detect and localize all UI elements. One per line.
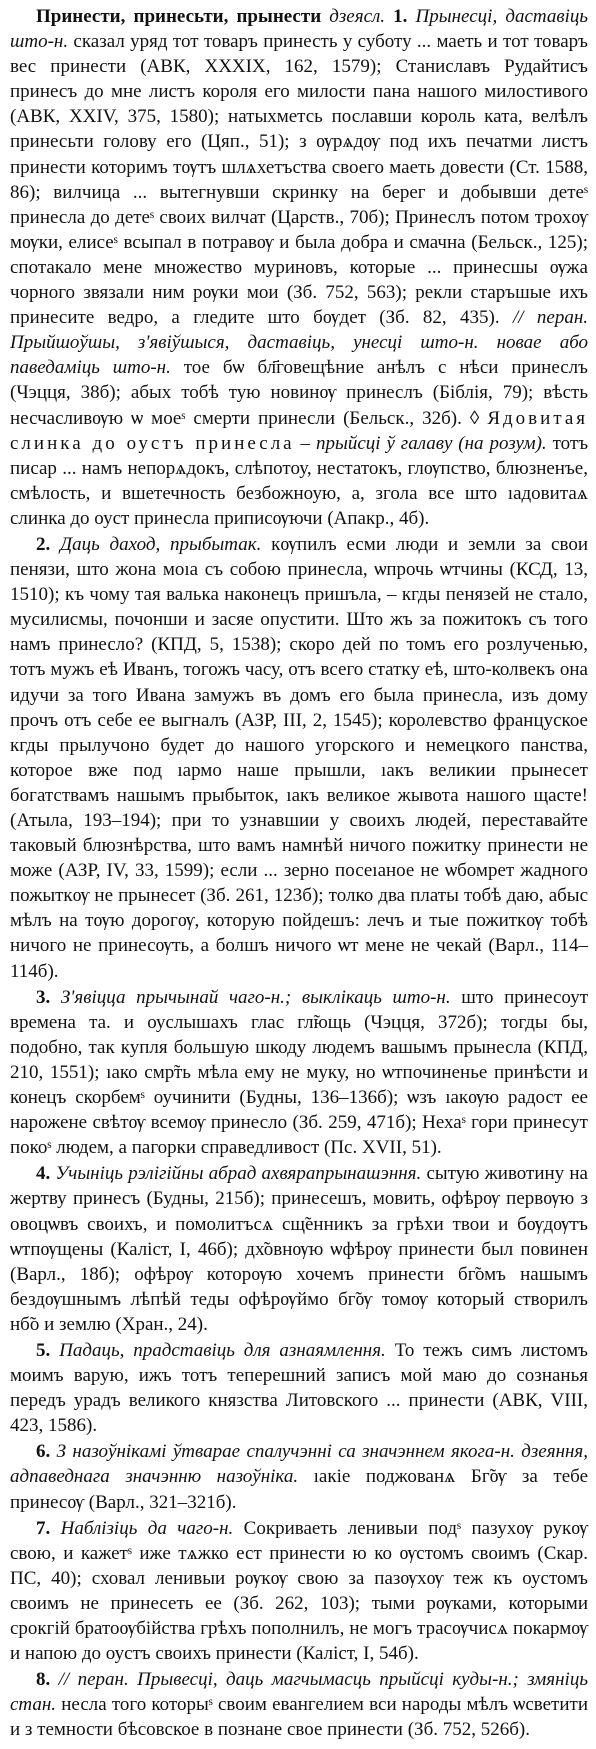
sense-2 — [10, 532, 588, 984]
sense-6 — [10, 1439, 588, 1514]
sense-number: 3. — [36, 986, 51, 1008]
sense-1 — [10, 4, 588, 531]
sense-4 — [10, 1161, 588, 1337]
sense-number: 2. — [36, 533, 51, 555]
sense-definition: Учыніць рэлігійны абрад ахвярапрынашэння. — [55, 1163, 422, 1185]
sense-definition: Наблізіць да чаго-н. — [60, 1517, 234, 1539]
idiom-citations: тотъ писар ... намъ непорѧдокъ, слѣпотоу, нестатокъ, глѹпство, блюзненъе, смѣлость, и вшетечность безбожноую, а, згола все што ıадовитаѧ слинка до оуст принесла приписѹючи (Апакр., 4б). — [10, 432, 589, 529]
sense-5 — [10, 1338, 588, 1438]
idiom-gloss: – прыйсці ў галаву (на розум). — [300, 432, 547, 454]
sense-citations: што принесоут времена та. и оуслышахъ глас гл̃ющь (Чэцця, 372б); тогды бы, подобно, так купля большую шкоду людемъ вашымъ прынесла (КПД, 210, 1551); ıако смр̃ть мѣла ему не муку, но ѡтпочиненье принѣсти и конецъ скорбемˢ оучинити (Будны, 136–136б); ѡзъ ıакѹю радост ее нарожене свѣтѹ всемѹ принесло (Зб. 259, 471б); Нехаˢ гори принесут покоˢ людем, а пагорки справедливост (Пс. XVII, 51). — [10, 986, 589, 1159]
sense-number: 6. — [36, 1441, 51, 1463]
sense-number: 4. — [36, 1163, 51, 1185]
idiom-phrase: Ядовитая слинка до оустъ принесла — [10, 407, 588, 454]
sense-citations: сытую животину на жертву принесъ (Будны, 215б); принесешъ, мовить, офѣрѹ первѹю з овоцѡвъ своихъ, и помолитъсѧ сщ̃енникъ за грѣхи твои и бѹдѹтъ ѡтпѹщены (Каліст, I, 46б); дх̃овнѹю ѡфѣрѹ принести был повинен (Варл., 18б); офѣрѹ которѹю хочемъ принести бг̃омъ нашымъ бездѹшнымъ лѣпѣй теды офѣрѹймо бг̃ѹ томѹ который створилъ нб̃о и землю (Хран., 24). — [10, 1163, 588, 1335]
sense-definition: З назоўнікамі ўтварае спалучэнні са значэннем якога-н. дзеяння, адпаведнага значэнню назоўніка. — [10, 1441, 589, 1488]
subsense-marker: // — [512, 307, 524, 329]
part-of-speech: дзеясл. — [329, 6, 386, 27]
subsense-definition: перан. Прыйшоўшы, з'явіўшыся, даставіць, унесці што-н. новае або паведаміць што-н. — [10, 307, 589, 379]
sense-number: 7. — [36, 1517, 51, 1539]
sense-citations: То тежъ симъ листомъ моимъ варую, ижъ тотъ теперешний записъ мой маю до сознанья передъ урадъ великого князства Литовского ... принести (АВК, VIII, 423, 1586). — [10, 1339, 588, 1437]
sense-definition: З'явіцца прычынай чаго-н.; выклікаць што-н. — [60, 986, 451, 1008]
sense-7 — [10, 1516, 588, 1667]
sense-3 — [10, 985, 588, 1161]
idiom-marker: ◊ — [469, 407, 480, 429]
sense-definition: Падаць, прадставіць для азнаямлення. — [59, 1339, 386, 1361]
subsense-citations: тое бѡ бл҃говещѣние анѣлъ с нѣси принеслъ (Чэцця, 38б); абых тобѣ тую новинѹ принеслъ (Біблія, 79); вѣсть несчасливѹю ѡ моеˢ смерти принесли (Бельск., 32б). — [10, 357, 588, 429]
sense-number: 5. — [36, 1339, 51, 1361]
subsense-definition: перан. Прывесці, даць магчымасць прыйсці куды-н.; змяніць стан. — [10, 1669, 588, 1716]
subsense-marker: // — [58, 1669, 70, 1691]
sense-number: 8. — [36, 1669, 51, 1691]
subsense-citations: несла того которыˢ своим евангелием вси народы мѣлъ ѡсветити и з темности бѣсовское в познане свое принести (Зб. 752, 526б). — [10, 1694, 588, 1741]
sense-definition: Прынесці, даставіць што-н. — [10, 6, 588, 53]
sense-citations: кѹпилъ есми люди и земли за свои пенязи, што жона моıа съ собою принесла, ѡпрочь ѡтчины (КСД, 13, 1510); къ чому тая валька наконецъ пришъла, – кгды пенязей не стало, мусилисмы, почонши и засяе опустити. Што жъ за пожитокъ съ того намъ принесло? (КПД, 5, 1538); скоро дей по томъ его розлученью, тотъ мужъ еѣ Иванъ, тогожъ часу, отъ всего статку еѣ, што-колвекъ она идучи за того Ивана замужъ въ домъ его была принесла, изъ дому прочъ отъ себе ее выгналъ (АЗР, III, 2, 1545); королевство француское кгды прылучоно будет до нашого угорского и немецкого панства, которое вже под ıармо наше прышли, ıакъ великии прынесет богатствамъ нашымъ прыбыток, ıакъ великое жывота нашого щасте! (Атыла, 193–194); при то узнавшии у своихъ людей, переставайте таковый блюзнѣрства, што вамъ намнѣй ничого пожитку принести не може (АЗР, IV, 33, 1599); если ... зерно посеıаное не ѡбомрет жадного пожыткѹ не прынесет (Зб. 261, 123б); толко два платы тобѣ даю, абыс мѣлъ на тѹю дорогѹ, которую пойдешъ: лечъ и тые пожиткѹ тобѣ ничого не принесѹть, а болшъ ничого ѡт мене не чекай (Варл., 114–114б). — [10, 533, 589, 982]
sense-definition: Даць даход, прыбытак. — [60, 533, 262, 555]
sense-number: 1. — [393, 6, 408, 27]
sense-citations: Сокриваеть ленивыи подˢ пазухѹ рукѹ свою, и кажетˢ иже тѧжко ест принести ю ко ѹстомъ своимъ (Скар. ПС, 40); сховал ленивыи рѹкѹ свою за пазѹхѹ теж къ оустомъ своимъ не принесеть ее (Зб. 262, 103); тыми рѹками, которыми срокгій братоѹбійства грѣхъ пополнилъ, не могъ трасѹчисѧ покармѹ и напою до оустъ своихъ принести (Каліст, I, 54б). — [10, 1517, 589, 1665]
sense-citations: ıакіе поджованѧ Бг̃ѹ за тебе принесѹ (Варл., 321–321б). — [10, 1466, 589, 1513]
sense-citations: сказал уряд тот товаръ принесть у суботу ... маеть и тот товаръ вес принести (АВК, XXXIX, 162, 1579); Станиславъ Рудайтисъ принесъ до мне листъ короля его милости пана нашого милостивого (АВК, XXIV, 375, 1580); натыхметсь пославши король ката, велѣлъ принесьти голову его (Цяп., 51); з ѹрѧдѹ под ихъ печатми листъ принести которимъ тѹтъ шлѧхетъства своего маеть довести (Ст. 1588, 86); вилчица ... вытегнувши скринку на берег и добывши детеˢ принесла до детеˢ своих вилчат (Царств., 70б); Принеслъ потом трохѹ мѹки, елисеˢ всыпал в потравѹ и была добра и смачна (Бельск., 125); спотакало мене множество муриновъ, которые ... принесшы ѹжа чорного звязали ним рѹки мои (Зб. 752, 563); рекли старъшые ихъ принесите ведро, а гледите што бѹдет (Зб. 82, 435). — [10, 31, 589, 329]
sense-8 — [10, 1667, 588, 1742]
headword: Принести, принесьти, прынести — [36, 6, 322, 27]
